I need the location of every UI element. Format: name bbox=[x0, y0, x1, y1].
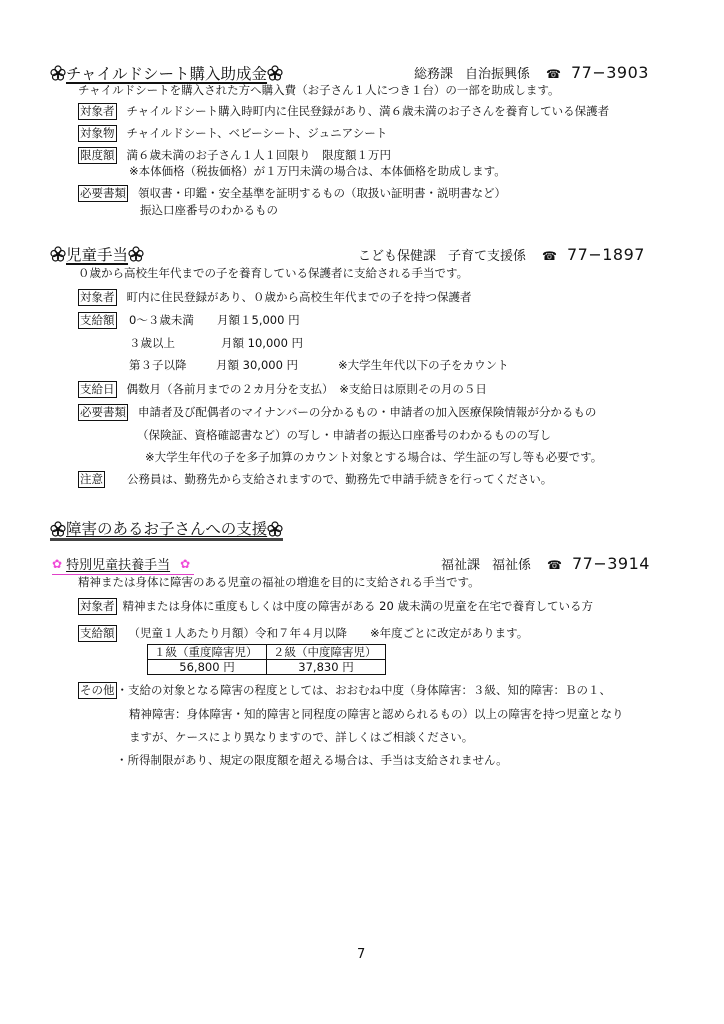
label-box: 対象者 bbox=[80, 104, 115, 118]
table-cell: 56,800 円 bbox=[148, 660, 267, 675]
label-box: 対象者 bbox=[80, 599, 115, 613]
table-row bbox=[148, 660, 386, 675]
pink-flower-icon: ✿ bbox=[180, 556, 191, 571]
item-text-cont: （保険証、資格確認書など）の写し・申請者の振込口座番号のわかるものの写し bbox=[137, 428, 551, 442]
phone-number: 77−1897 bbox=[566, 245, 645, 264]
flower-icon bbox=[50, 246, 66, 262]
amount-value: 月額 10,000 円 bbox=[221, 336, 304, 350]
flower-icon bbox=[267, 65, 283, 81]
department: 福祉課 bbox=[441, 558, 481, 573]
contact-child-allowance bbox=[358, 245, 645, 264]
table-header-row bbox=[148, 645, 386, 660]
intro-text: チャイルドシートを購入された方へ購入費（お子さん１人につき１台）の一部を助成します。 bbox=[78, 83, 560, 97]
section-title-disability-support bbox=[50, 520, 283, 541]
amount-age: 第３子以降 bbox=[129, 358, 187, 372]
section-title-text: 障害のあるお子さんへの支援 bbox=[66, 520, 268, 538]
contact-child-seat bbox=[414, 63, 649, 82]
bullet-text: ・所得制限があり、規定の限度額を超える場合は、手当は支給されません。 bbox=[116, 753, 508, 767]
phone-number: 77−3914 bbox=[571, 554, 650, 573]
amount-note: ※大学生年代以下の子をカウント bbox=[338, 358, 509, 372]
item-note: ※本体価格（税抜価格）が１万円未満の場合は、本体価格を助成します。 bbox=[129, 164, 506, 178]
item-note: ※大学生年代の子を多子加算のカウント対象とする場合は、学生証の写し等も必要です。 bbox=[145, 450, 603, 464]
item-documents bbox=[78, 185, 506, 202]
item-text: チャイルドシート、ベビーシート、ジュニアシート bbox=[126, 126, 388, 140]
table-cell: 37,830 円 bbox=[267, 660, 386, 675]
item-text: チャイルドシート購入時町内に住民登録があり、満６歳未満のお子さんを養育している保護者 bbox=[126, 104, 610, 118]
intro-text: ０歳から高校生年代までの子を養育している保護者に支給される手当です。 bbox=[78, 266, 469, 280]
flower-icon bbox=[50, 521, 66, 537]
label-box: その他 bbox=[80, 683, 115, 697]
flower-icon bbox=[50, 65, 66, 81]
contact-special-allowance bbox=[441, 554, 650, 573]
table-header-cell: ２級（中度障害児） bbox=[267, 645, 386, 660]
section-title-text: チャイルドシート購入助成金 bbox=[66, 65, 268, 83]
item-text: 精神または身体に重度もしくは中度の障害がある 20 歳未満の児童を在宅で養育している方 bbox=[122, 599, 593, 613]
amount-table bbox=[147, 644, 386, 675]
section-title-text: 児童手当 bbox=[66, 246, 129, 264]
item-text: 満６歳未満のお子さん１人１回限り 限度額１万円 bbox=[126, 148, 391, 162]
item-object bbox=[78, 125, 387, 142]
phone-number: 77−3903 bbox=[570, 63, 649, 82]
item-target bbox=[78, 289, 472, 306]
label-box: 注意 bbox=[80, 472, 103, 486]
item-amount bbox=[78, 312, 127, 329]
section-name: 自治振興係 bbox=[465, 67, 531, 82]
label-box: 必要書類 bbox=[80, 405, 126, 419]
page-number: 7 bbox=[357, 947, 366, 962]
item-payday bbox=[78, 381, 487, 398]
item-text: 領収書・印鑑・安全基準を証明するもの（取扱い証明書・説明書など） bbox=[138, 186, 506, 200]
bullet-text-cont: 精神障害：身体障害・知的障害と同程度の障害と認められるもの）以上の障害を持つ児童となり bbox=[129, 707, 624, 721]
flower-icon bbox=[267, 521, 283, 537]
pink-flower-icon: ✿ bbox=[52, 556, 63, 571]
section-title-child-seat bbox=[50, 62, 283, 84]
label-box: 支給額 bbox=[80, 313, 115, 327]
section-name: 子育て支援係 bbox=[448, 249, 527, 264]
department: こども保健課 bbox=[358, 249, 437, 264]
label-box: 限度額 bbox=[80, 148, 115, 162]
section-name: 福祉係 bbox=[492, 558, 532, 573]
label-box: 支給日 bbox=[80, 382, 115, 396]
intro-text: 精神または身体に障害のある児童の福祉の増進を目的に支給される手当です。 bbox=[78, 575, 480, 589]
subsection-title-special-allowance bbox=[52, 554, 194, 575]
flower-icon bbox=[128, 246, 144, 262]
item-notice bbox=[78, 471, 552, 488]
subsection-title-text: 特別児童扶養手当 bbox=[66, 558, 171, 573]
phone-icon: ☎ bbox=[547, 558, 562, 572]
item-text: 偶数月（各前月までの２カ月分を支払） ※支給日は原則その月の５日 bbox=[126, 382, 487, 396]
item-limit bbox=[78, 147, 391, 164]
amount-value: 月額 30,000 円 bbox=[216, 358, 299, 372]
table-header-cell: １級（重度障害児） bbox=[148, 645, 267, 660]
item-amount bbox=[78, 625, 528, 642]
item-other bbox=[78, 682, 611, 699]
amount-age: ３歳以上 bbox=[129, 336, 175, 350]
item-documents bbox=[78, 404, 596, 421]
label-box: 対象者 bbox=[80, 290, 115, 304]
item-text-cont: 振込口座番号のわかるもの bbox=[140, 203, 278, 217]
label-box: 必要書類 bbox=[80, 186, 126, 200]
item-target bbox=[78, 598, 593, 615]
bullet-text-cont: ますが、ケースにより異なりますので、詳しくはご相談ください。 bbox=[129, 730, 474, 744]
section-title-child-allowance bbox=[50, 243, 144, 265]
phone-icon: ☎ bbox=[542, 249, 557, 263]
department: 総務課 bbox=[414, 67, 454, 82]
phone-icon: ☎ bbox=[546, 67, 561, 81]
item-text: 申請者及び配偶者のマイナンバーの分かるもの・申請者の加入医療保険情報が分かるもの bbox=[138, 405, 597, 419]
item-target bbox=[78, 103, 609, 120]
bullet-text: ・支給の対象となる障害の程度としては、おおむね中度（身体障害：３級、知的障害：Ｂの１、 bbox=[116, 683, 611, 697]
item-text: 町内に住民登録があり、０歳から高校生年代までの子を持つ保護者 bbox=[126, 290, 472, 304]
item-text: 公務員は、勤務先から支給されますので、勤務先で申請手続きを行ってください。 bbox=[127, 472, 553, 486]
amount-value: 月額１5,000 円 bbox=[217, 313, 300, 327]
item-text: （児童１人あたり月額）令和７年４月以降 ※年度ごとに改定があります。 bbox=[128, 626, 529, 640]
amount-age: 0〜３歳未満 bbox=[129, 313, 194, 327]
label-box: 支給額 bbox=[80, 626, 115, 640]
label-box: 対象物 bbox=[80, 126, 115, 140]
